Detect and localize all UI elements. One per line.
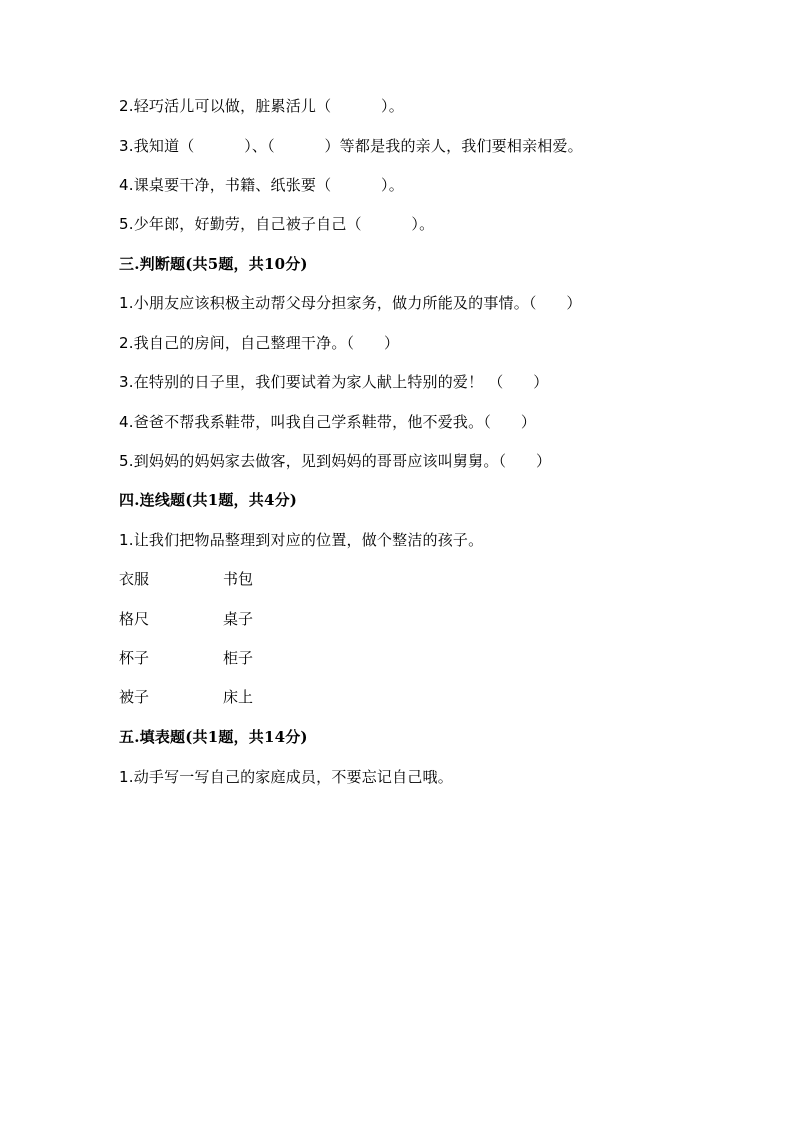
matching-right-item: 柜子 bbox=[223, 649, 254, 667]
matching-left-item: 格尺 bbox=[119, 610, 150, 628]
matching-left-item: 衣服 bbox=[119, 570, 150, 588]
matching-left-item: 被子 bbox=[119, 688, 150, 706]
matching-question-1: 1.让我们把物品整理到对应的位置，做个整洁的孩子。 bbox=[119, 531, 484, 549]
fill-blank-question-3: 3.我知道（ ）、（ ）等都是我的亲人，我们要相亲相爱。 bbox=[119, 137, 583, 155]
section-matching-heading: 四.连线题(共1题，共4分) bbox=[119, 491, 298, 509]
matching-right-item: 床上 bbox=[223, 688, 254, 706]
judgment-question-4: 4.爸爸不帮我系鞋带，叫我自己学系鞋带，他不爱我。（ ） bbox=[119, 413, 537, 431]
judgment-question-3: 3.在特别的日子里，我们要试着为家人献上特别的爱！ （ ） bbox=[119, 373, 549, 391]
matching-right-item: 书包 bbox=[223, 570, 254, 588]
judgment-question-1: 1.小朋友应该积极主动帮父母分担家务，做力所能及的事情。（ ） bbox=[119, 294, 582, 312]
section-judgment-heading: 三.判断题(共5题，共10分) bbox=[119, 255, 308, 273]
fill-blank-question-4: 4.课桌要干净，书籍、纸张要（ ）。 bbox=[119, 176, 404, 194]
section-table-heading: 五.填表题(共1题，共14分) bbox=[119, 728, 308, 746]
judgment-question-2: 2.我自己的房间，自己整理干净。（ ） bbox=[119, 334, 400, 352]
fill-blank-question-2: 2.轻巧活儿可以做，脏累活儿（ ）。 bbox=[119, 97, 404, 115]
matching-left-item: 杯子 bbox=[119, 649, 150, 667]
table-question-1: 1.动手写一写自己的家庭成员，不要忘记自己哦。 bbox=[119, 768, 453, 786]
matching-right-item: 桌子 bbox=[223, 610, 254, 628]
fill-blank-question-5: 5.少年郎，好勤劳，自己被子自己（ ）。 bbox=[119, 215, 435, 233]
judgment-question-5: 5.到妈妈的妈妈家去做客，见到妈妈的哥哥应该叫舅舅。（ ） bbox=[119, 452, 552, 470]
